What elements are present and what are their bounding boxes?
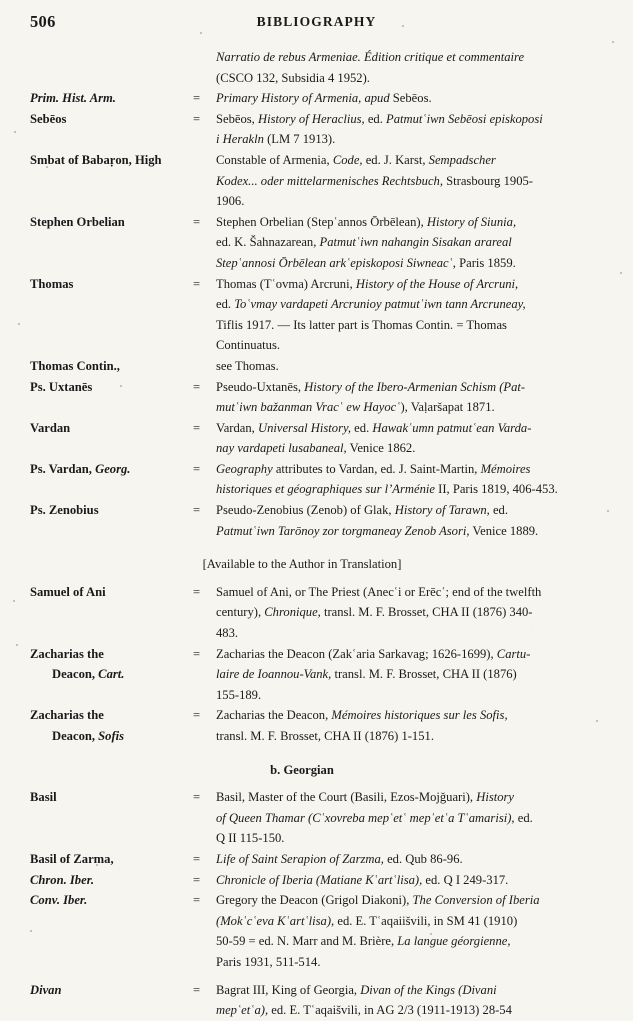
entry-label: Conv. Iber. bbox=[30, 893, 88, 908]
entry-text: Basil, Master of the Court (Basili, Ezos-Mojǧuari), History of Queen Thamar (Cʿxovreba mepʿetʿ mepʿetʿa Tʿamarisi), ed. Q II 115-150. bbox=[216, 790, 533, 846]
section-heading-georgian: b. Georgian bbox=[270, 762, 334, 777]
equals-sign: = bbox=[193, 708, 201, 723]
bibliography-entry-list bbox=[30, 47, 610, 1021]
bibliography-entry bbox=[30, 787, 610, 849]
entry-label: Basil of Zarma, bbox=[30, 851, 114, 866]
equals-sign: = bbox=[193, 420, 201, 435]
bibliography-entry bbox=[30, 459, 610, 500]
section-spacer bbox=[30, 780, 610, 787]
section-heading-translation: [Available to the Author in Translation] bbox=[202, 557, 402, 572]
page-number: 506 bbox=[30, 12, 56, 31]
entry-text: Stephen Orbelian (Stepʿannos Ōrbēlean), History of Siunia, ed. K. Šahnazarean, Patmutʿiwn nahangin Sisakan arareal Stepʿannosi Ōrbēlean arkʿepiskoposi Siwneacʿ, Paris 1859. bbox=[216, 214, 517, 270]
entry-text: Samuel of Ani, or The Priest (Anecʿi or Erēcʿ; end of the twelfth century), Chronique, transl. M. F. Brosset, CHA II (1876) 340- 483. bbox=[216, 584, 542, 641]
equals-sign: = bbox=[193, 893, 201, 908]
scan-speckle bbox=[13, 600, 15, 602]
bibliography-entry bbox=[30, 418, 610, 459]
entry-label: Sebēos bbox=[30, 111, 67, 126]
bibliography-entry bbox=[30, 582, 610, 644]
entry-label: Thomas bbox=[30, 276, 74, 291]
equals-sign: = bbox=[193, 503, 201, 518]
entry-label: Zacharias the Deacon, Sofis bbox=[30, 708, 125, 743]
entry-text: Sebēos, History of Heraclius, ed. Patmutʿiwn Sebēosi episkoposi i Herakln (LM 7 1913). bbox=[216, 111, 543, 147]
entry-text: Constable of Armenia, Code, ed. J. Karst, Sempadscher Kodex... oder mittelarmenisches Rechtsbuch, Strasbourg 1905- 1906. bbox=[216, 152, 534, 209]
section-spacer bbox=[30, 747, 610, 760]
equals-sign: = bbox=[193, 872, 201, 887]
entry-label: Stephen Orbelian bbox=[30, 214, 125, 229]
entry-label: Ps. Uxtanēs bbox=[30, 379, 93, 394]
entry-text: Pseudo-Zenobius (Zenob) of Glak, History of Tarawn, ed. Patmutʿiwn Tarōnoy zor torgmaneay Zenob Asori, Venice 1889. bbox=[216, 503, 539, 538]
entry-text: Narratio de rebus Armeniae. Édition critique et commentaire (CSCO 132, Subsidia 4 1952). bbox=[216, 50, 525, 85]
entry-label: Ps. Vardan, Georg. bbox=[30, 461, 131, 476]
entry-text: Zacharias the Deacon, Mémoires historiques sur les Sofis, transl. M. F. Brosset, CHA II (1876) 1-151. bbox=[216, 708, 508, 743]
entry-label: Samuel of Ani bbox=[30, 584, 106, 599]
section-spacer bbox=[30, 575, 610, 582]
equals-sign: = bbox=[193, 91, 201, 106]
scan-speckle bbox=[14, 131, 16, 133]
entry-text: Thomas (Tʿovma) Arcruni, History of the House of Arcruni, ed. Toʿvmay vardapeti Arcrunioy patmutʿiwn tann Arcruneay, Tiflis 1917. — Its latter part is Thomas Contin. = Thomas Continuatus. bbox=[216, 276, 526, 353]
bibliography-entry bbox=[30, 980, 610, 1021]
entry-label: Ps. Zenobius bbox=[30, 503, 99, 518]
section-spacer bbox=[30, 541, 610, 554]
entry-label: Zacharias the Deacon, Cart. bbox=[30, 646, 125, 682]
bibliography-entry bbox=[30, 500, 610, 541]
equals-sign: = bbox=[193, 790, 201, 805]
equals-sign: = bbox=[193, 461, 201, 476]
entry-text: Gregory the Deacon (Grigol Diakoni), The Conversion of Iberia (Mokʿcʿeva Kʿartʿlisa), ed. E. Tʿaqaiišvili, in SM 41 (1910) 50-59 = ed. N. Marr and M. Brière, La langue géorgienne, Paris 1931, 511-514. bbox=[216, 893, 540, 969]
scan-speckle bbox=[16, 644, 18, 646]
entry-spacer bbox=[30, 973, 610, 980]
equals-sign: = bbox=[193, 111, 201, 126]
bibliography-entry bbox=[30, 870, 610, 891]
scan-speckle bbox=[612, 41, 614, 43]
equals-sign: = bbox=[193, 584, 201, 599]
equals-sign: = bbox=[193, 851, 201, 866]
scan-speckle bbox=[18, 323, 20, 325]
entry-text: Zacharias the Deacon (Zakʿaria Sarkavag; 1626-1699), Cartu- laire de Ioannou-Vank, transl. M. F. Brosset, CHA II (1876) 155-189. bbox=[216, 646, 531, 702]
bibliography-entry bbox=[30, 356, 610, 377]
entry-label: Divan bbox=[30, 982, 62, 997]
bibliography-entry bbox=[30, 274, 610, 356]
entry-label: Smbat of Babaṛon, High bbox=[30, 152, 162, 167]
scan-speckle bbox=[620, 272, 622, 274]
entry-text: Bagrat III, King of Georgia, Divan of the Kings (Divani mepʿetʿa), ed. E. Tʿaqaišvili, in AG 2/3 (1911-1913) 28-54 bbox=[216, 982, 512, 1018]
equals-sign: = bbox=[193, 379, 201, 394]
bibliography-entry bbox=[30, 212, 610, 274]
entry-label: Chron. Iber. bbox=[30, 872, 95, 887]
entry-label: Vardan bbox=[30, 420, 71, 435]
bibliography-entry bbox=[30, 705, 610, 746]
equals-sign: = bbox=[193, 276, 201, 291]
bibliography-entry bbox=[30, 849, 610, 870]
bibliography-entry bbox=[30, 644, 610, 706]
bibliography-entry bbox=[30, 377, 610, 418]
equals-sign: = bbox=[193, 646, 201, 661]
bibliography-entry bbox=[30, 47, 610, 88]
bibliography-entry bbox=[30, 88, 610, 109]
entry-label: Thomas Contin., bbox=[30, 358, 120, 373]
entry-text: see Thomas. bbox=[216, 358, 279, 373]
equals-sign: = bbox=[193, 214, 201, 229]
bibliography-entry bbox=[30, 890, 610, 972]
entry-text: Chronicle of Iberia (Matiane Kʿartʿlisa), ed. Q I 249-317. bbox=[216, 872, 509, 887]
entry-text: Pseudo-Uxtanēs, History of the Ibero-Armenian Schism (Pat- mutʿiwn bažanman Vracʿ ew Hayocʿ), Vaḷaršapat 1871. bbox=[216, 379, 526, 415]
running-head bbox=[0, 12, 633, 34]
bibliography-entry bbox=[30, 109, 610, 150]
entry-label: Prim. Hist. Arm. bbox=[30, 91, 116, 106]
bibliography-entry bbox=[30, 150, 610, 212]
entry-text: Primary History of Armenia, apud Sebēos. bbox=[216, 91, 432, 106]
entry-text: Geography attributes to Vardan, ed. J. Saint-Martin, Mémoires historiques et géographiques sur l’Arménie II, Paris 1819, 406-453. bbox=[216, 461, 558, 497]
page-title: BIBLIOGRAPHY bbox=[256, 14, 377, 29]
entry-text: Vardan, Universal History, ed. Hawakʿumn patmutʿean Varda- nay vardapeti lusabaneal, Venice 1862. bbox=[216, 420, 532, 456]
equals-sign: = bbox=[193, 982, 201, 997]
entry-text: Life of Saint Serapion of Zarzma, ed. Qub 86-96. bbox=[216, 851, 463, 866]
entry-label: Basil bbox=[30, 790, 57, 805]
